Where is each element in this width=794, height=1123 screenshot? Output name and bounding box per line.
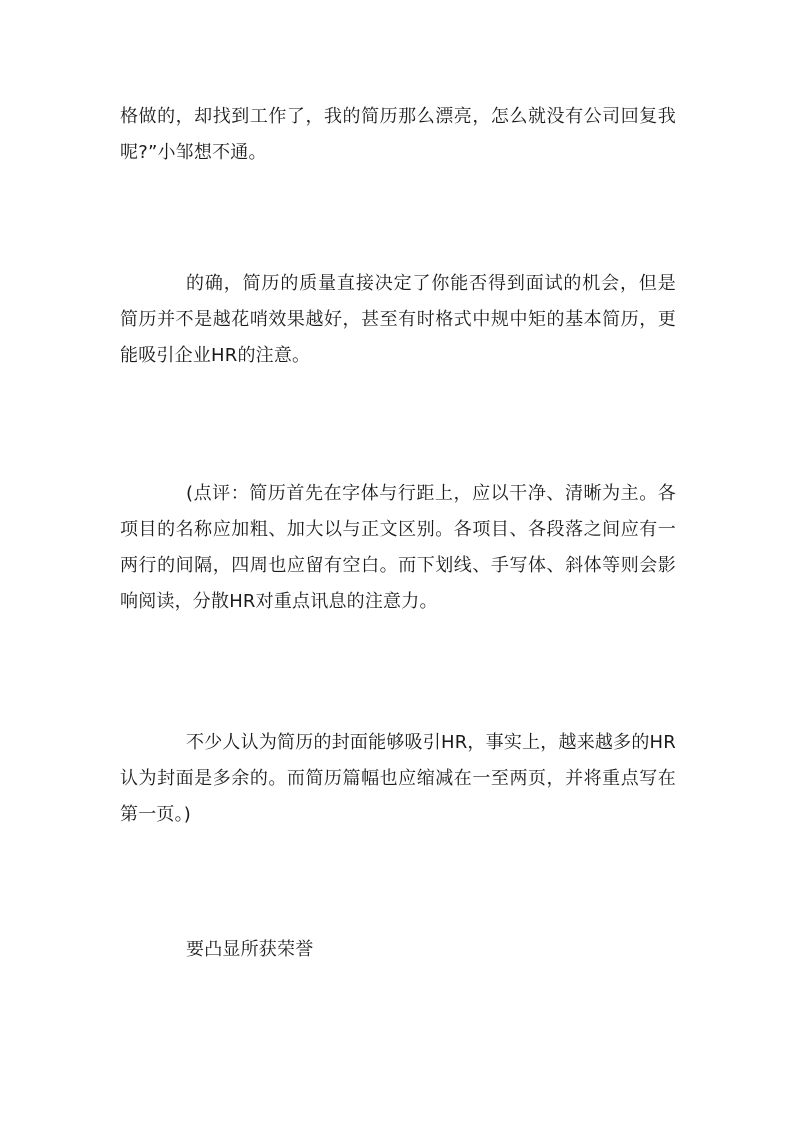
paragraph-cover-length: 不少人认为简历的封面能够吸引HR，事实上，越来越多的HR认为封面是多余的。而简历篇幅也应缩减在一至两页，并将重点写在第一页。) — [120, 732, 676, 825]
paragraph-comment-formatting: (点评：简历首先在字体与行距上，应以干净、清晰为主。各项目的名称应加粗、加大以与正文区别。各项目、各段落之间应有一两行的间隔，四周也应留有空白。而下划线、手写体、斜体等则会影响阅读，分散HR对重点讯息的注意力。 — [120, 483, 676, 612]
section-heading-honors: 要凸显所获荣誉 — [186, 939, 314, 960]
paragraph-resume-quality: 的确，简历的质量直接决定了你能否得到面试的机会，但是简历并不是越花哨效果越好，甚至有时格式中规中矩的基本简历，更能吸引企业HR的注意。 — [120, 273, 676, 366]
paragraph-continuation: 格做的，却找到工作了，我的简历那么漂亮，怎么就没有公司回复我呢?”小邹想不通。 — [120, 106, 676, 163]
